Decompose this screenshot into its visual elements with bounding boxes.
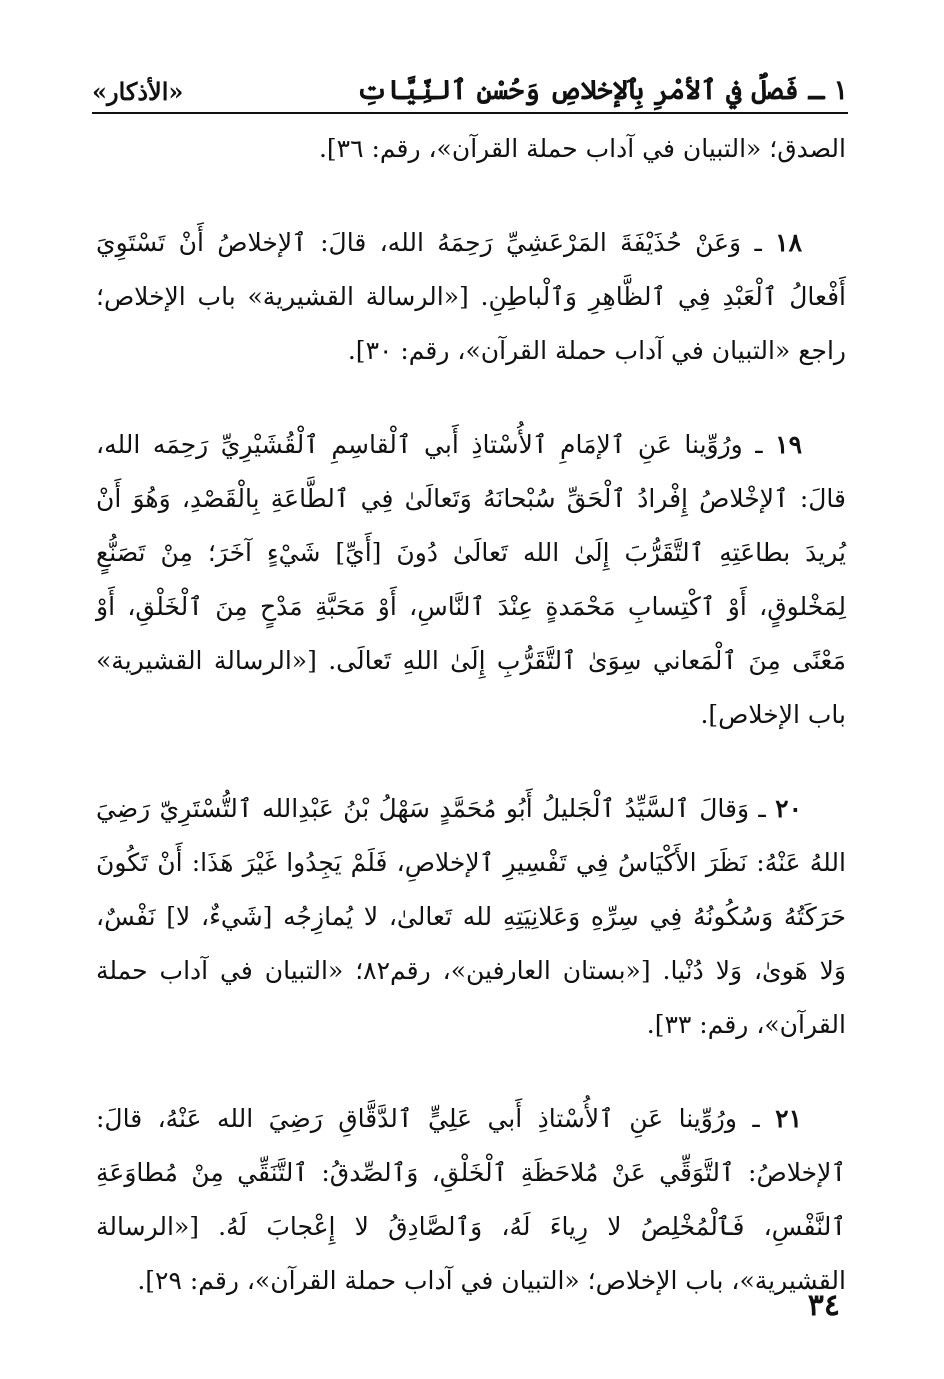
running-header [92, 56, 848, 106]
page-number: ٣٤ [807, 1288, 840, 1323]
paragraph-continuation [96, 122, 846, 176]
paragraph-text: الصدق؛ «التبيان في آداب حملة القرآن»، رقم: ٣٦]. [318, 134, 846, 163]
header-rule [92, 112, 848, 114]
paragraph-text: ـ ورُوِّينا عَنِ ٱلإمَامِ ٱلأُسْتاذِ أَبي ٱلْقاسِمِ ٱلْقُشَيْرِيِّ رَحِمَه الله، قالَ: ٱلإخْلاصُ إِفْرادُ ٱلْحَقِّ سُبْحانَهُ وَتَعالَىٰ فِي ٱلطَّاعَةِ بِالْقَصْدِ، وَهُوَ أَنْ يُريدَ بطاعَتِهِ ٱلتَّقَرُّبَ إِلَىٰ الله تَعالَىٰ دُونَ [أَيِّ] شَيْءٍ آخَرَ؛ مِنْ تَصَنُّعٍ لِمَخْلوقٍ، أَوْ ٱكْتِسابِ مَحْمَدةٍ عِنْدَ ٱلنَّاسِ، أَوْ مَحَبَّةِ مَدْحٍ مِنَ ٱلْخَلْقِ، أَوْ مَعْنًى مِنَ ٱلْمَعاني سِوَىٰ ٱلتَّقَرُّبِ إِلَىٰ اللهِ تَعالَى. [«الرسالة القشيرية» باب الإخلاص]. [96, 430, 846, 729]
paragraph-18 [96, 216, 846, 378]
paragraph-text: ـ وَقالَ ٱلسَّيِّدُ ٱلْجَليلُ أَبُو مُحَمَّدٍ سَهْلُ بْنُ عَبْدِالله ٱلتُّسْتَرِيّ رَضِيَ اللهُ عَنْهُ: نَظَرَ الأَكْيَاسُ فِي تَفْسِيرِ ٱلإخلاصِ، فَلَمْ يَجِدُوا غَيْرَ هَذَا: أَنْ تَكُونَ حَرَكَتُهُ وَسُكُونُهُ فِي سِرِّهِ وَعَلانِيَتِهِ لله تَعالىٰ، لا يُمازِجُه [شَيءٌ، لا] نَفْسٌ، وَلا هَوىٰ، وَلا دُنْيا. [«بستان العارفين»، رقم٨٢؛ «التبيان في آداب حملة القرآن»، رقم: ٣٣]. [96, 794, 846, 1039]
paragraph-text: ـ ورُوِّينا عَنِ ٱلأُسْتاذِ أَبي عَلِيٍّ ٱلدَّقَّاقِ رَضِيَ الله عَنْهُ، قالَ: ٱلإخلاصُ: ٱلتَّوَقِّي عَنْ مُلاحَظَةِ ٱلْخَلْقِ، وَٱلصِّدقُ: ٱلتَّنَقِّي مِنْ مُطاوَعَةِ ٱلنَّفْسِ، فَٱلْمُخْلِصُ لا رِياءَ لَهُ، وَٱلصَّادِقُ لا إِعْجابَ لَهُ. [«الرسالة القشيرية»، باب الإخلاص؛ «التبيان في آداب حملة القرآن»، رقم: ٢٩]. [96, 1104, 846, 1295]
paragraph-19 [96, 418, 846, 742]
chapter-title: ١ ـ فَصلٌ في ٱلأمْرِ بِٱلإخلاصِ وَحُسْنِ ٱلنِّيَّاتِ [356, 75, 848, 106]
paragraph-number: ١٨ [775, 228, 802, 257]
paragraph-text: ـ وَعَنْ حُذَيْفَةَ المَرْعَشِيِّ رَحِمَهُ الله، قالَ: ٱلإخلاصُ أَنْ تَسْتَوِيَ أَفْعالُ ٱلْعَبْدِ فِي ٱلظَّاهِرِ وَٱلْباطِنِ. [«الرسالة القشيرية» باب الإخلاص؛ راجع «التبيان في آداب حملة القرآن»، رقم: ٣٠]. [96, 228, 846, 365]
paragraph-20 [96, 782, 846, 1052]
paragraph-number: ١٩ [775, 430, 802, 459]
page-body [96, 122, 846, 1308]
paragraph-21 [96, 1092, 846, 1308]
book-title: «الأذكار» [92, 77, 184, 106]
paragraph-number: ٢١ [775, 1104, 802, 1133]
paragraph-number: ٢٠ [775, 794, 802, 823]
